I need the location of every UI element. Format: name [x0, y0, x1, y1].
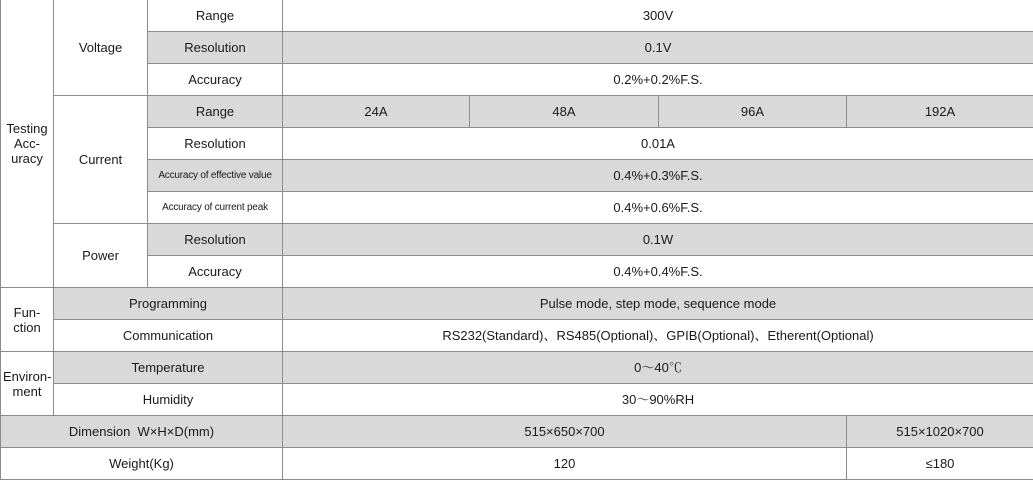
programming-row [1, 288, 1033, 320]
voltage-range-label: Range [148, 0, 283, 32]
current-resolution-label: Resolution [148, 128, 283, 160]
humidity-label: Humidity [54, 384, 283, 416]
testing-accuracy-label: Testing Acc- uracy [1, 0, 54, 288]
current-range-96a: 96A [659, 96, 847, 128]
dimension-value-2: 515×1020×700 [847, 416, 1033, 448]
current-resolution-value: 0.01A [283, 128, 1033, 160]
voltage-resolution-value: 0.1V [283, 32, 1033, 64]
environment-label: Environ- ment [1, 352, 54, 416]
programming-value: Pulse mode, step mode, sequence mode [283, 288, 1033, 320]
power-accuracy-value: 0.4%+0.4%F.S. [283, 256, 1033, 288]
current-range-row [1, 96, 1033, 128]
temperature-value: 0～40℃ [283, 352, 1033, 384]
current-effective-value: 0.4%+0.3%F.S. [283, 160, 1033, 192]
current-range-48a: 48A [470, 96, 659, 128]
power-resolution-row [1, 224, 1033, 256]
dimension-value-1: 515×650×700 [283, 416, 847, 448]
programming-label: Programming [54, 288, 283, 320]
dimension-label: Dimension W×H×D(mm) [1, 416, 283, 448]
current-effective-label: Accuracy of effective value [148, 160, 283, 192]
voltage-resolution-row [1, 32, 1033, 64]
dimension-row [1, 416, 1033, 448]
power-label: Power [54, 224, 148, 288]
current-range-label: Range [148, 96, 283, 128]
communication-label: Communication [54, 320, 283, 352]
current-range-192a: 192A [847, 96, 1033, 128]
power-resolution-label: Resolution [148, 224, 283, 256]
current-peak-value: 0.4%+0.6%F.S. [283, 192, 1033, 224]
current-effective-row [1, 160, 1033, 192]
current-label: Current [54, 96, 148, 224]
current-peak-label: Accuracy of current peak [148, 192, 283, 224]
temperature-row [1, 352, 1033, 384]
weight-label: Weight(Kg) [1, 448, 283, 480]
voltage-accuracy-label: Accuracy [148, 64, 283, 96]
weight-value-2: ≤180 [847, 448, 1033, 480]
voltage-range-row [1, 0, 1033, 32]
power-resolution-value: 0.1W [283, 224, 1033, 256]
communication-value: RS232(Standard)、RS485(Optional)、GPIB(Optional)、Etherent(Optional) [283, 320, 1033, 352]
power-accuracy-row [1, 256, 1033, 288]
humidity-row [1, 384, 1033, 416]
weight-row [1, 448, 1033, 480]
voltage-label: Voltage [54, 0, 148, 96]
voltage-range-value: 300V [283, 0, 1033, 32]
function-label: Fun- ction [1, 288, 54, 352]
current-peak-row [1, 192, 1033, 224]
current-resolution-row [1, 128, 1033, 160]
temperature-label: Temperature [54, 352, 283, 384]
weight-value-1: 120 [283, 448, 847, 480]
communication-row [1, 320, 1033, 352]
voltage-resolution-label: Resolution [148, 32, 283, 64]
power-accuracy-label: Accuracy [148, 256, 283, 288]
voltage-accuracy-value: 0.2%+0.2%F.S. [283, 64, 1033, 96]
voltage-accuracy-row [1, 64, 1033, 96]
current-range-24a: 24A [283, 96, 470, 128]
humidity-value: 30～90%RH [283, 384, 1033, 416]
